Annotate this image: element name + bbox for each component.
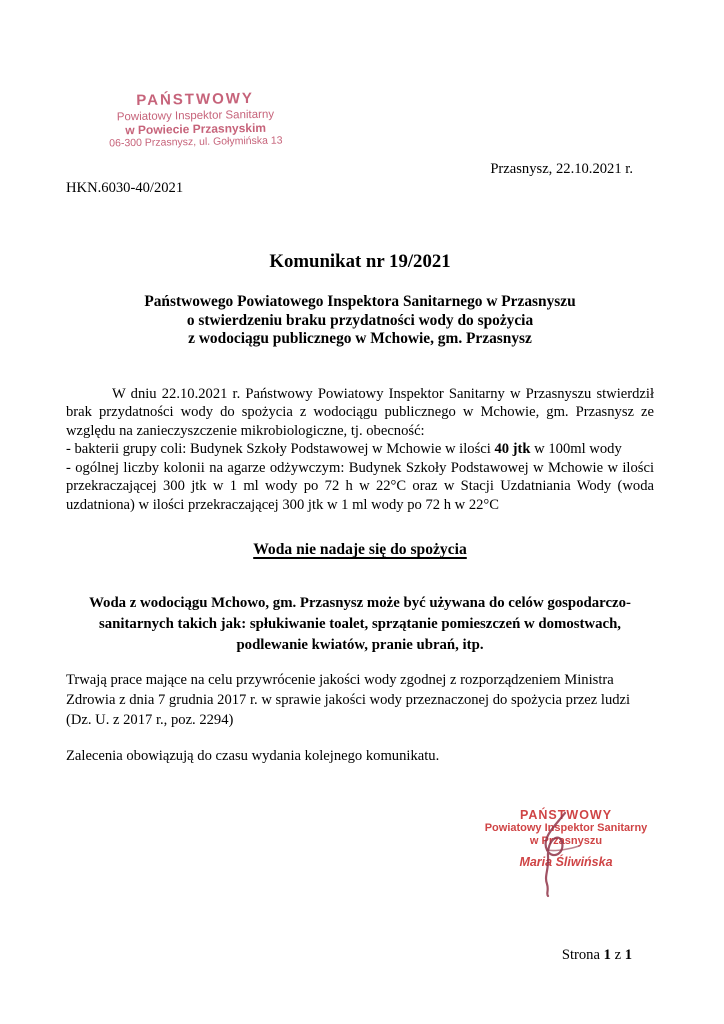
signature-stamp-org: PAŃSTWOWY <box>519 808 613 822</box>
finding-coli-value: 40 jtk <box>494 441 531 457</box>
validity-note: Zalecenia obowiązują do czasu wydania kolejnego komunikatu. <box>66 748 440 764</box>
page-number-label: Strona <box>561 947 600 963</box>
reference-number: HKN.6030-40/2021 <box>66 180 184 196</box>
finding-coli-text: - bakterii grupy coli: Budynek Szkoły Podstawowej w Mchowie w ilości <box>66 441 495 457</box>
permitted-usage-paragraph: Woda z wodociągu Mchowo, gm. Przasnysz może być używana do celów gospodarczo-sanitarnych takich jak: spłukiwanie toalet, sprzątanie pomieszczeń w domostwach, podlewanie kwiatów, pranie ubrań, itp. <box>89 595 631 653</box>
stamp-org-address: 06-300 Przasnysz, ul. Gołymińska 13 <box>109 134 283 150</box>
signer-name: Maria Śliwińska <box>519 854 613 869</box>
handwritten-signature <box>521 810 593 898</box>
subtitle-line-1: Państwowego Powiatowego Inspektora Sanitarnego w Przasnyszu <box>144 293 576 310</box>
page-number-separator: z <box>614 947 622 963</box>
finding-coli-unit: w 100ml wody <box>530 441 622 457</box>
document-subtitle <box>66 293 654 349</box>
stamp-org-district: w Powiecie Przasnyskim <box>125 120 267 137</box>
finding-coli <box>66 440 654 459</box>
page-number-total: 1 <box>624 947 632 963</box>
remediation-paragraph: Trwają prace mające na celu przywrócenie jakości wody zgodnej z rozporządzeniem Ministra Zdrowia z dnia 7 grudnia 2017 r. w sprawie jakości wody przeznaczonej do spożycia przez ludzi (Dz. U. z 2017 r., poz. 2294) <box>66 672 631 728</box>
warning-heading <box>66 540 654 559</box>
warning-heading-text: Woda nie nadaje się do spożycia <box>253 541 467 558</box>
intro-paragraph: W dniu 22.10.2021 r. Państwowy Powiatowy Inspektor Sanitarny w Przasnyszu stwierdził brak przydatności wody do spożycia z wodociągu publicznego w Mchowie, gm. Przasnysz ze względu na zanieczyszczenie mikrobiologiczne, tj. obecność: <box>66 385 654 439</box>
page-number <box>562 946 632 965</box>
page-number-current: 1 <box>603 947 611 963</box>
signature-stamp-role: Powiatowy Inspektor Sanitarny <box>484 822 648 835</box>
finding-colonies: - ogólnej liczby kolonii na agarze odżywczym: Budynek Szkoły Podstawowej w Mchowie w ilości przekraczającej 300 jtk w 1 ml wody po 72 h w 22°C oraz w Stacji Uzdatniania Wody (woda uzdatniona) w ilości przekraczającej 300 jtk w 1 ml wody po 72 h w 22°C <box>66 459 654 513</box>
stamp-org-role: Powiatowy Inspektor Sanitarny <box>116 108 275 124</box>
body-text <box>66 385 654 515</box>
dateline: Przasnysz, 22.10.2021 r. <box>490 161 633 177</box>
document-title: Komunikat nr 19/2021 <box>269 251 451 272</box>
signature-stamp-city: w Przasnyszu <box>529 835 603 848</box>
subtitle-line-2: o stwierdzeniu braku przydatności wody do spożycia <box>186 311 534 329</box>
subtitle-line-3: z wodociągu publicznego w Mchowie, gm. Przasnysz <box>188 330 532 347</box>
stamp-org-name: PAŃSTWOWY <box>136 89 255 110</box>
document-content <box>66 0 654 766</box>
